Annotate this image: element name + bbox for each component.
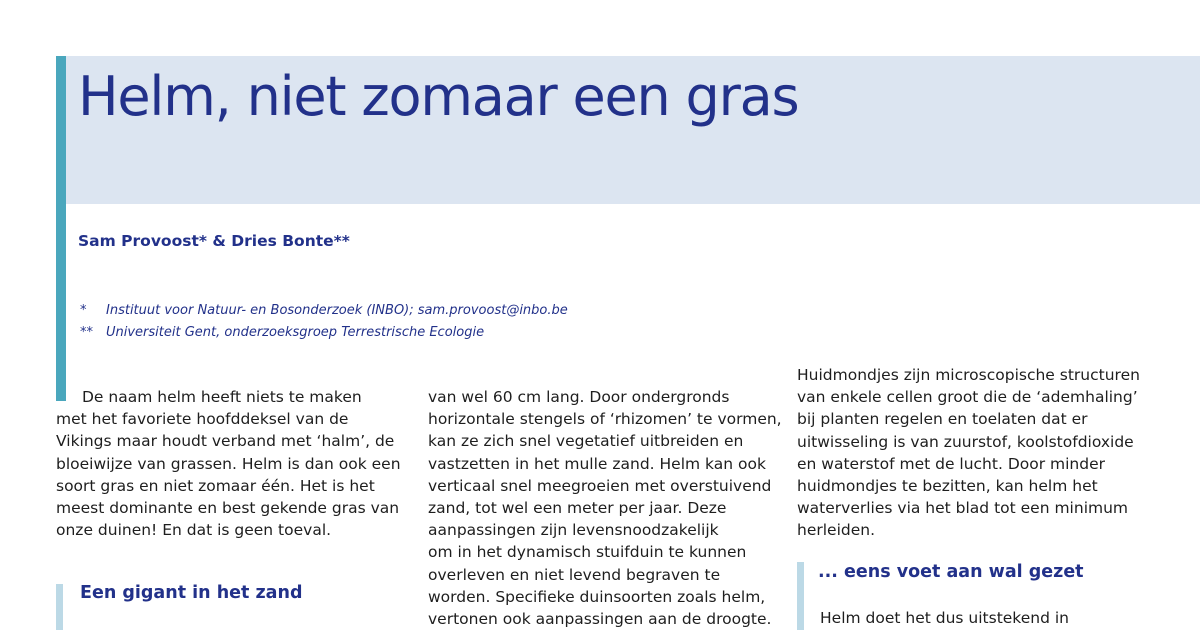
affiliations: [80, 300, 568, 344]
body-line: overleven en niet levend begraven te: [428, 565, 721, 584]
body-column-2: [428, 386, 782, 630]
body-line: horizontale stengels of ‘rhizomen’ te vormen,: [428, 410, 782, 429]
body-line: worden. Specifieke duinsoorten zoals helm,: [428, 587, 766, 606]
body-line: soort gras en niet zomaar één. Het is het: [56, 476, 375, 495]
body-line: bloeiwijze van grassen. Helm is dan ook een: [56, 454, 401, 473]
body-line: meest dominante en best gekende gras van: [56, 498, 400, 517]
article-title: Helm, niet zomaar een gras: [78, 65, 799, 128]
affiliation-mark: *: [80, 303, 87, 318]
body-line: en waterstof met de lucht. Door minder: [797, 454, 1105, 473]
affiliation-text: Universiteit Gent, onderzoeksgroep Terrestrische Ecologie: [106, 325, 485, 340]
body-line: zand, tot wel een meter per jaar. Deze: [428, 498, 727, 517]
accent-bar: [56, 56, 66, 401]
body-line: onze duinen! En dat is geen toeval.: [56, 521, 332, 540]
body-line: waterverlies via het blad tot een minimum: [797, 499, 1129, 518]
heading-bar: [797, 562, 804, 630]
body-column-3: [797, 364, 1140, 542]
affiliation-text: Instituut voor Natuur- en Bosonderzoek (INBO); sam.provoost@inbo.be: [106, 303, 568, 318]
body-line: Helm doet het dus uitstekend in: [820, 609, 1069, 627]
affiliation-2: [80, 322, 568, 344]
body-line: kan ze zich snel vegetatief uitbreiden en: [428, 432, 744, 451]
body-line: verticaal snel meegroeien met overstuivend: [428, 476, 772, 495]
body-line: vastzetten in het mulle zand. Helm kan ook: [428, 454, 766, 473]
section-heading-gigant: Een gigant in het zand: [80, 583, 303, 603]
body-line: Huidmondjes zijn microscopische structuren: [797, 366, 1140, 384]
body-line: aanpassingen zijn levensnoodzakelijk: [428, 521, 719, 540]
body-line: van enkele cellen groot die de ‘ademhaling’: [797, 388, 1138, 407]
body-line: vertonen ook aanpassingen aan de droogte.: [428, 609, 772, 628]
body-line: Vikings maar houdt verband met ‘halm’, de: [56, 432, 395, 451]
heading-bar: [56, 584, 63, 630]
affiliation-1: [80, 300, 568, 322]
body-line: De naam helm heeft niets te maken: [82, 388, 362, 406]
affiliation-mark: **: [80, 325, 93, 340]
body-line: herleiden.: [797, 521, 876, 540]
body-line: bij planten regelen en toelaten dat er: [797, 410, 1088, 429]
body-line: uitwisseling is van zuurstof, koolstofdioxide: [797, 432, 1134, 451]
author-line: Sam Provoost* & Dries Bonte**: [78, 232, 350, 250]
body-line: om in het dynamisch stuifduin te kunnen: [428, 543, 747, 562]
body-line: met het favoriete hoofddeksel van de: [56, 410, 349, 429]
body-line: huidmondjes te bezitten, kan helm het: [797, 476, 1098, 495]
body-line: van wel 60 cm lang. Door ondergronds: [428, 388, 730, 406]
section-heading-voet: ... eens voet aan wal gezet: [818, 562, 1084, 582]
body-column-1: [56, 386, 401, 541]
